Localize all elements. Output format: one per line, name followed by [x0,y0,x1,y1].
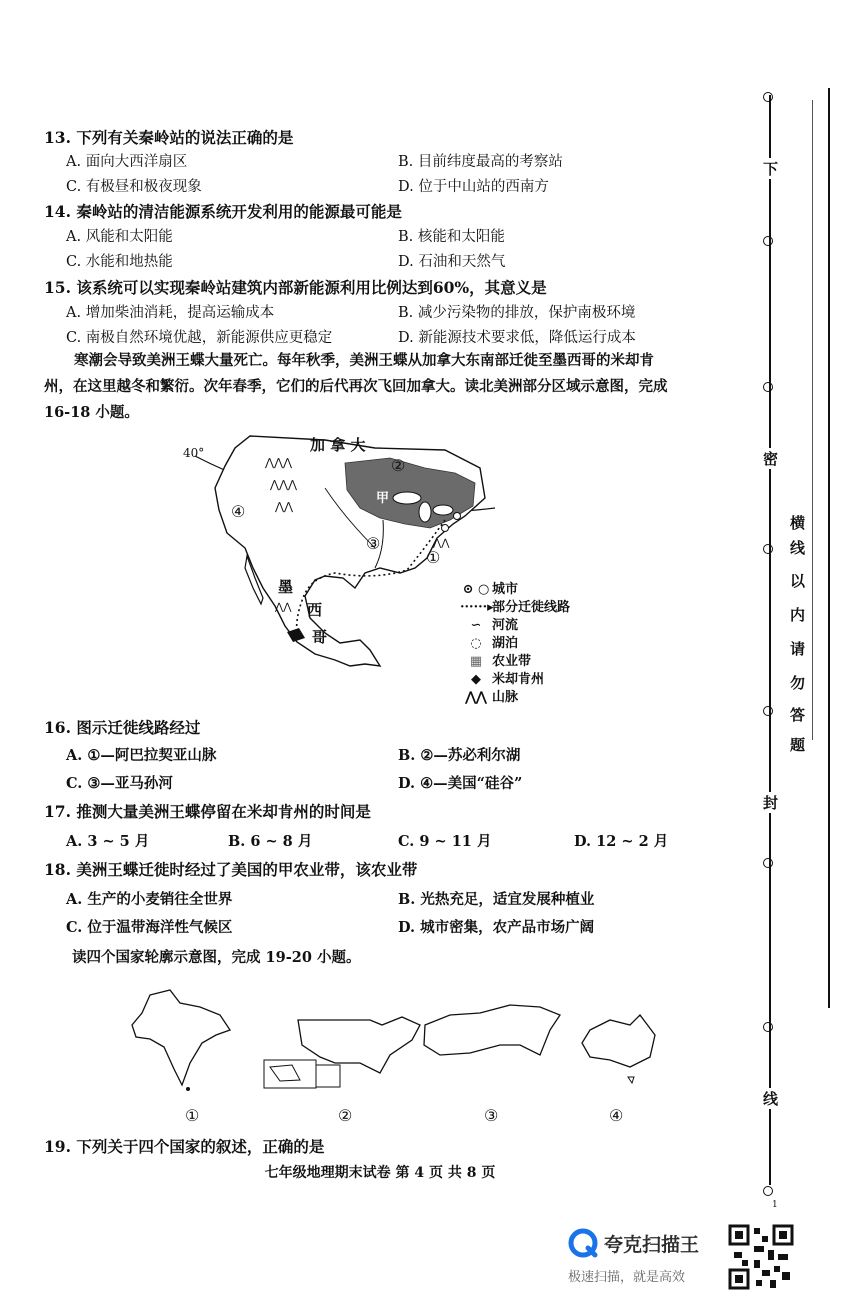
route-icon: ······▸ [460,600,494,615]
q17-option-d: D. 12 ~ 2 月 [574,833,669,850]
lake-erie-shape [433,505,453,515]
q14-option-d: D. 石油和天然气 [398,254,506,270]
sierra-madre: ⋀⋀ [275,602,292,613]
map-label-mexico-2: 西 [307,601,323,619]
binder-hole-2 [763,236,773,246]
qr-code-icon[interactable] [728,1224,794,1290]
map-label-mexico-1: 墨 [278,578,294,596]
passage-line-3: 16-18 小题。 [44,404,139,421]
q18-option-d: D. 城市密集，农产品市场广阔 [398,919,595,936]
russia-outline [424,1005,560,1055]
binder-char-wu: 勿 [790,674,806,692]
q18-option-c: C. 位于温带海洋性气候区 [66,919,233,936]
legend-mountain [460,686,518,705]
binder-char-xia: 下 [763,160,779,178]
legend-river [460,614,518,633]
q16-option-a: A. ①—阿巴拉契亚山脉 [66,747,217,764]
binder-hole-4 [763,544,773,554]
river-icon: ∽ [470,618,482,633]
australia-outline [582,1015,655,1067]
brand-slogan: 极速扫描，就是高效 [568,1270,686,1285]
legend-city-label: 城市 [492,582,519,597]
q15-option-a: A. 增加柴油消耗，提高运输成本 [66,305,275,321]
passage-line-2: 州，在这里越冬和繁衍。次年春季，它们的后代再次飞回加拿大。读北美洲部分区域示意图，完成 [44,378,668,395]
question-14-stem: 14. 秦岭站的清洁能源系统开发利用的能源最可能是 [44,202,402,221]
legend-michoacan [460,668,544,687]
question-17-stem: 17. 推测大量美洲王蝶停留在米却肯州的时间是 [44,802,371,821]
binder-hole-5 [763,706,773,716]
country-label-1: ① [185,1106,200,1125]
binder-char-da: 答 [790,706,806,724]
country-outlines [120,985,670,1095]
binder-hole-1 [763,92,773,102]
legend-route [460,596,570,615]
agriculture-icon: ▦ [469,654,483,669]
q17-option-c: C. 9 ~ 11 月 [398,833,492,850]
alaska-outline [270,1065,300,1081]
q16-option-b: B. ②—苏必利尔湖 [398,747,521,764]
question-18-stem: 18. 美洲王蝶迁徙时经过了美国的甲农业带，该农业带 [44,860,418,879]
map-marker-1: ① [426,548,441,567]
passage-countries: 读四个国家轮廓示意图，完成 19-20 小题。 [72,949,361,966]
q18-option-a: A. 生产的小麦销往全世界 [66,891,233,908]
binder-char-mi: 密 [763,450,779,468]
question-15-stem: 15. 该系统可以实现秦岭站建筑内部新能源利用比例达到60%，其意义是 [44,278,547,297]
binder-char-yi: 以 [790,572,806,590]
north-america-map [175,428,505,708]
q17-option-b: B. 6 ~ 8 月 [228,833,313,850]
binder-char-qing: 请 [790,640,806,658]
q17-option-a: A. 3 ~ 5 月 [66,833,150,850]
rocky-mountains-1: ⋀⋀⋀ [265,456,293,469]
map-label-canada: 加 拿 大 [310,436,366,454]
binding-line-outer [828,88,830,1008]
tasmania-outline [628,1077,634,1083]
legend-mountain-label: 山脉 [492,690,519,705]
binder-page-mark: 1 [772,1200,778,1210]
lake-superior-shape [393,492,421,504]
q15-option-d: D. 新能源技术要求低，降低运行成本 [398,330,636,346]
country-label-4: ④ [609,1106,624,1125]
q16-option-d: D. ④—美国“硅谷” [398,775,523,792]
q14-option-c: C. 水能和地热能 [66,254,173,270]
q16-option-c: C. ③—亚马孙河 [66,775,173,792]
map-label-jia: 甲 [376,491,390,506]
rocky-mountains-2: ⋀⋀⋀ [270,478,298,491]
q15-option-c: C. 南极自然环境优越，新能源供应更稳定 [66,330,333,346]
binder-char-nei: 内 [790,606,806,624]
binder-hole-8 [763,1186,773,1196]
passage-line-1: 寒潮会导致美洲王蝶大量死亡。每年秋季，美洲王蝶从加拿大东南部迁徙至墨西哥的米却肯 [74,352,654,369]
question-19-stem: 19. 下列关于四个国家的叙述，正确的是 [44,1137,325,1156]
india-outline [132,990,230,1085]
city-marker-1 [454,513,461,520]
sri-lanka-dot [186,1087,190,1091]
map-label-mexico-3: 哥 [312,628,328,646]
binder-char-heng: 横 [790,514,806,532]
legend-michoacan-label: 米却肯州 [492,672,545,687]
legend-route-label: 部分迁徙线路 [492,600,571,615]
binder-hole-7 [763,1022,773,1032]
lake-icon: ◌ [470,636,482,651]
lake-michigan-shape [419,502,431,522]
binder-char-xian: 线 [790,539,806,557]
brand-name: 夸克扫描王 [604,1234,700,1256]
quark-logo-icon [568,1228,598,1258]
q15-option-b: B. 减少污染物的排放，保护南极环境 [398,305,636,321]
question-13-stem: 13. 下列有关秦岭站的说法正确的是 [44,128,294,147]
q13-option-a: A. 面向大西洋扇区 [66,154,188,170]
legend-agriculture [460,650,531,669]
binder-char-feng: 封 [763,794,779,812]
country-label-2: ② [338,1106,353,1125]
binder-hole-3 [763,382,773,392]
appalachian-mountains: ⋀⋀ [433,538,450,549]
binding-line-inner [812,100,813,740]
binder-hole-6 [763,858,773,868]
map-marker-3: ③ [366,534,381,553]
rocky-mountains-3: ⋀⋀ [275,500,294,513]
map-marker-4: ④ [231,502,246,521]
q18-option-b: B. 光热充足，适宜发展种植业 [398,891,595,908]
legend-city [460,578,518,597]
page-footer: 七年级地理期末试卷 第 4 页 共 8 页 [264,1165,496,1181]
map-marker-2: ② [391,456,406,475]
map-label-latitude: 40° [183,446,205,460]
q13-option-b: B. 目前纬度最高的考察站 [398,154,563,170]
legend-lake [460,632,518,651]
passage-monarch [44,348,744,426]
country-label-3: ③ [484,1106,499,1125]
binder-char-ti: 题 [790,736,806,754]
question-16-stem: 16. 图示迁徙线路经过 [44,718,201,737]
hawaii-inset [316,1065,340,1087]
q14-option-b: B. 核能和太阳能 [398,229,505,245]
legend-agriculture-label: 农业带 [492,654,532,669]
legend-lake-label: 湖泊 [492,636,519,651]
city-marker-2 [442,525,449,532]
michoacan-icon: ◆ [471,672,481,687]
mountain-icon: ⋀⋀ [465,690,487,705]
q13-option-c: C. 有极昼和极夜现象 [66,179,202,195]
binder-char-xian2: 线 [763,1090,779,1108]
q14-option-a: A. 风能和太阳能 [66,229,173,245]
q13-option-d: D. 位于中山站的西南方 [398,179,549,195]
legend-river-label: 河流 [492,618,519,633]
city-icon: ⊙ ○ [462,582,490,597]
